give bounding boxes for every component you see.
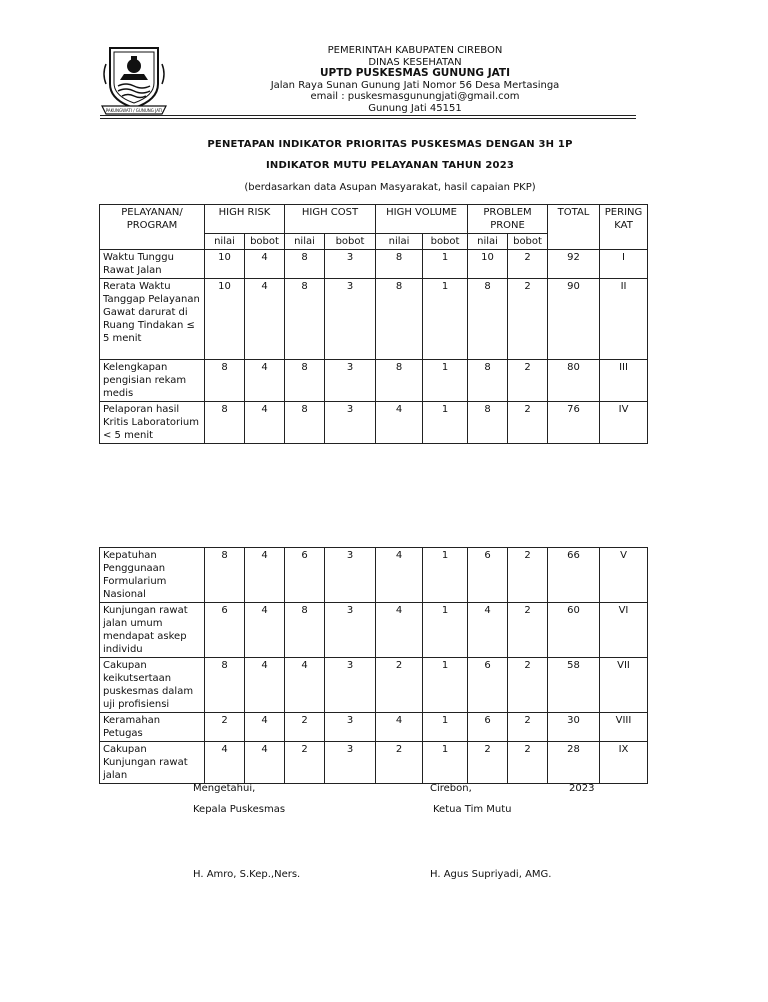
value-cell-hc-n: 2 <box>285 713 325 742</box>
value-cell-pp-n: 4 <box>468 603 508 658</box>
value-cell-rank: IX <box>600 742 648 784</box>
header-problem-prone: PROBLEM PRONE <box>468 205 548 234</box>
value-cell-pp-b: 2 <box>508 402 548 444</box>
value-cell-pp-b: 2 <box>508 658 548 713</box>
value-cell-pp-n: 6 <box>468 713 508 742</box>
signature-left-heading: Mengetahui, <box>193 783 256 794</box>
value-cell-pp-n: 2 <box>468 742 508 784</box>
header-high-volume: HIGH VOLUME <box>376 205 468 234</box>
value-cell-hv-b: 1 <box>423 250 468 279</box>
program-cell: Kepatuhan Penggunaan Formularium Nasional <box>100 548 205 603</box>
email-line: email : puskesmasgunungjati@gmail.com <box>310 91 520 102</box>
header-bobot: bobot <box>325 234 376 250</box>
program-cell: Cakupan keikutsertaan puskesmas dalam uji profisiensi <box>100 658 205 713</box>
value-cell-pp-n: 8 <box>468 402 508 444</box>
value-cell-hv-n: 4 <box>376 548 423 603</box>
table-row <box>100 713 648 742</box>
value-cell-hr-n: 8 <box>205 548 245 603</box>
value-cell-hv-n: 8 <box>376 250 423 279</box>
value-cell-hv-b: 1 <box>423 402 468 444</box>
value-cell-total: 92 <box>548 250 600 279</box>
indicator-table-part-1 <box>99 204 648 444</box>
value-cell-pp-b: 2 <box>508 360 548 402</box>
header-program: PELAYANAN/ PROGRAM <box>100 205 205 250</box>
value-cell-hr-n: 8 <box>205 360 245 402</box>
value-cell-total: 30 <box>548 713 600 742</box>
value-cell-hv-n: 4 <box>376 713 423 742</box>
value-cell-hv-b: 1 <box>423 713 468 742</box>
signature-right-role: Ketua Tim Mutu <box>433 804 512 815</box>
value-cell-hc-b: 3 <box>325 658 376 713</box>
table-row <box>100 658 648 713</box>
value-cell-hr-b: 4 <box>245 603 285 658</box>
value-cell-hr-b: 4 <box>245 548 285 603</box>
program-cell: Kunjungan rawat jalan umum mendapat askep individu <box>100 603 205 658</box>
value-cell-hv-b: 1 <box>423 548 468 603</box>
value-cell-total: 80 <box>548 360 600 402</box>
value-cell-hv-b: 1 <box>423 658 468 713</box>
value-cell-pp-n: 8 <box>468 360 508 402</box>
institution-name: UPTD PUSKESMAS GUNUNG JATI <box>319 67 510 79</box>
value-cell-hc-b: 3 <box>325 742 376 784</box>
value-cell-hv-n: 4 <box>376 402 423 444</box>
value-cell-hc-b: 3 <box>325 402 376 444</box>
value-cell-hc-n: 4 <box>285 658 325 713</box>
value-cell-hr-b: 4 <box>245 742 285 784</box>
value-cell-hv-n: 8 <box>376 279 423 360</box>
value-cell-hv-n: 2 <box>376 658 423 713</box>
value-cell-pp-n: 6 <box>468 548 508 603</box>
table-body-part-1 <box>100 250 648 444</box>
value-cell-hc-n: 8 <box>285 250 325 279</box>
value-cell-hr-b: 4 <box>245 360 285 402</box>
signature-left-name: H. Amro, S.Kep.,Ners. <box>193 869 301 880</box>
value-cell-hr-n: 6 <box>205 603 245 658</box>
header-nilai: nilai <box>205 234 245 250</box>
document-subtitle: INDIKATOR MUTU PELAYANAN TAHUN 2023 <box>265 160 515 171</box>
letterhead-divider-thin <box>100 118 636 119</box>
program-cell: Pelaporan hasil Kritis Laboratorium < 5 menit <box>100 402 205 444</box>
signature-left-role: Kepala Puskesmas <box>193 804 286 815</box>
government-name: PEMERINTAH KABUPATEN CIREBON <box>327 45 503 56</box>
program-cell: Rerata Waktu Tanggap Pelayanan Gawat darurat di Ruang Tindakan ≤ 5 menit <box>100 279 205 360</box>
table-row <box>100 360 648 402</box>
value-cell-hv-b: 1 <box>423 742 468 784</box>
value-cell-total: 76 <box>548 402 600 444</box>
table-body-part-2 <box>100 548 648 784</box>
letterhead <box>250 45 580 114</box>
value-cell-pp-b: 2 <box>508 279 548 360</box>
svg-text:PAKUNGWATI / GUNUNG JATI: PAKUNGWATI / GUNUNG JATI <box>105 108 163 113</box>
value-cell-pp-b: 2 <box>508 548 548 603</box>
header-nilai: nilai <box>285 234 325 250</box>
value-cell-hc-n: 2 <box>285 742 325 784</box>
value-cell-hc-b: 3 <box>325 360 376 402</box>
value-cell-hr-b: 4 <box>245 658 285 713</box>
table-row <box>100 603 648 658</box>
header-high-cost: HIGH COST <box>285 205 376 234</box>
value-cell-hr-n: 10 <box>205 279 245 360</box>
program-cell: Keramahan Petugas <box>100 713 205 742</box>
value-cell-rank: VII <box>600 658 648 713</box>
table-row <box>100 250 648 279</box>
program-cell: Kelengkapan pengisian rekam medis <box>100 360 205 402</box>
value-cell-hv-n: 4 <box>376 603 423 658</box>
value-cell-hv-b: 1 <box>423 360 468 402</box>
value-cell-total: 28 <box>548 742 600 784</box>
signature-year: 2023 <box>569 783 595 794</box>
header-bobot: bobot <box>423 234 468 250</box>
document-title: PENETAPAN INDIKATOR PRIORITAS PUSKESMAS DENGAN 3H 1P <box>207 139 573 150</box>
letterhead-divider-thick <box>100 115 636 116</box>
header-rank: PERINGKAT <box>600 205 648 250</box>
value-cell-pp-b: 2 <box>508 603 548 658</box>
value-cell-rank: IV <box>600 402 648 444</box>
value-cell-total: 66 <box>548 548 600 603</box>
value-cell-hr-n: 8 <box>205 658 245 713</box>
value-cell-hr-b: 4 <box>245 713 285 742</box>
value-cell-pp-n: 8 <box>468 279 508 360</box>
indicator-table-part-2 <box>99 547 648 784</box>
value-cell-rank: III <box>600 360 648 402</box>
value-cell-hr-n: 2 <box>205 713 245 742</box>
value-cell-hv-b: 1 <box>423 603 468 658</box>
table-row <box>100 402 648 444</box>
value-cell-hr-n: 4 <box>205 742 245 784</box>
value-cell-rank: I <box>600 250 648 279</box>
value-cell-rank: VIII <box>600 713 648 742</box>
value-cell-hc-b: 3 <box>325 548 376 603</box>
address-line: Jalan Raya Sunan Gunung Jati Nomor 56 Desa Mertasinga <box>270 79 560 91</box>
value-cell-hv-b: 1 <box>423 279 468 360</box>
table-row <box>100 279 648 360</box>
postal-line: Gunung Jati 45151 <box>368 102 462 114</box>
value-cell-hc-b: 3 <box>325 603 376 658</box>
value-cell-hv-n: 8 <box>376 360 423 402</box>
value-cell-hc-n: 8 <box>285 402 325 444</box>
value-cell-hr-n: 10 <box>205 250 245 279</box>
value-cell-hr-n: 8 <box>205 402 245 444</box>
value-cell-pp-b: 2 <box>508 713 548 742</box>
value-cell-hc-n: 8 <box>285 360 325 402</box>
value-cell-total: 90 <box>548 279 600 360</box>
value-cell-hc-n: 6 <box>285 548 325 603</box>
value-cell-rank: V <box>600 548 648 603</box>
header-bobot: bobot <box>508 234 548 250</box>
signature-right-name: H. Agus Supriyadi, AMG. <box>430 869 552 880</box>
value-cell-rank: II <box>600 279 648 360</box>
table-row <box>100 548 648 603</box>
department-name: DINAS KESEHATAN <box>368 56 462 68</box>
document-basis-note: (berdasarkan data Asupan Masyarakat, hasil capaian PKP) <box>244 182 536 193</box>
value-cell-hc-b: 3 <box>325 279 376 360</box>
table-row <box>100 742 648 784</box>
value-cell-hc-n: 8 <box>285 279 325 360</box>
value-cell-hc-b: 3 <box>325 713 376 742</box>
value-cell-pp-n: 6 <box>468 658 508 713</box>
header-nilai: nilai <box>468 234 508 250</box>
value-cell-total: 58 <box>548 658 600 713</box>
regency-emblem-logo <box>100 44 168 116</box>
value-cell-hc-b: 3 <box>325 250 376 279</box>
value-cell-hr-b: 4 <box>245 279 285 360</box>
value-cell-hr-b: 4 <box>245 402 285 444</box>
program-cell: Cakupan Kunjungan rawat jalan <box>100 742 205 784</box>
value-cell-hr-b: 4 <box>245 250 285 279</box>
program-cell: Waktu Tunggu Rawat Jalan <box>100 250 205 279</box>
value-cell-total: 60 <box>548 603 600 658</box>
value-cell-pp-b: 2 <box>508 250 548 279</box>
header-bobot: bobot <box>245 234 285 250</box>
header-total: TOTAL <box>548 205 600 250</box>
value-cell-rank: VI <box>600 603 648 658</box>
value-cell-hv-n: 2 <box>376 742 423 784</box>
value-cell-pp-b: 2 <box>508 742 548 784</box>
value-cell-pp-n: 10 <box>468 250 508 279</box>
header-nilai: nilai <box>376 234 423 250</box>
value-cell-hc-n: 8 <box>285 603 325 658</box>
header-high-risk: HIGH RISK <box>205 205 285 234</box>
signature-place: Cirebon, <box>430 783 472 794</box>
